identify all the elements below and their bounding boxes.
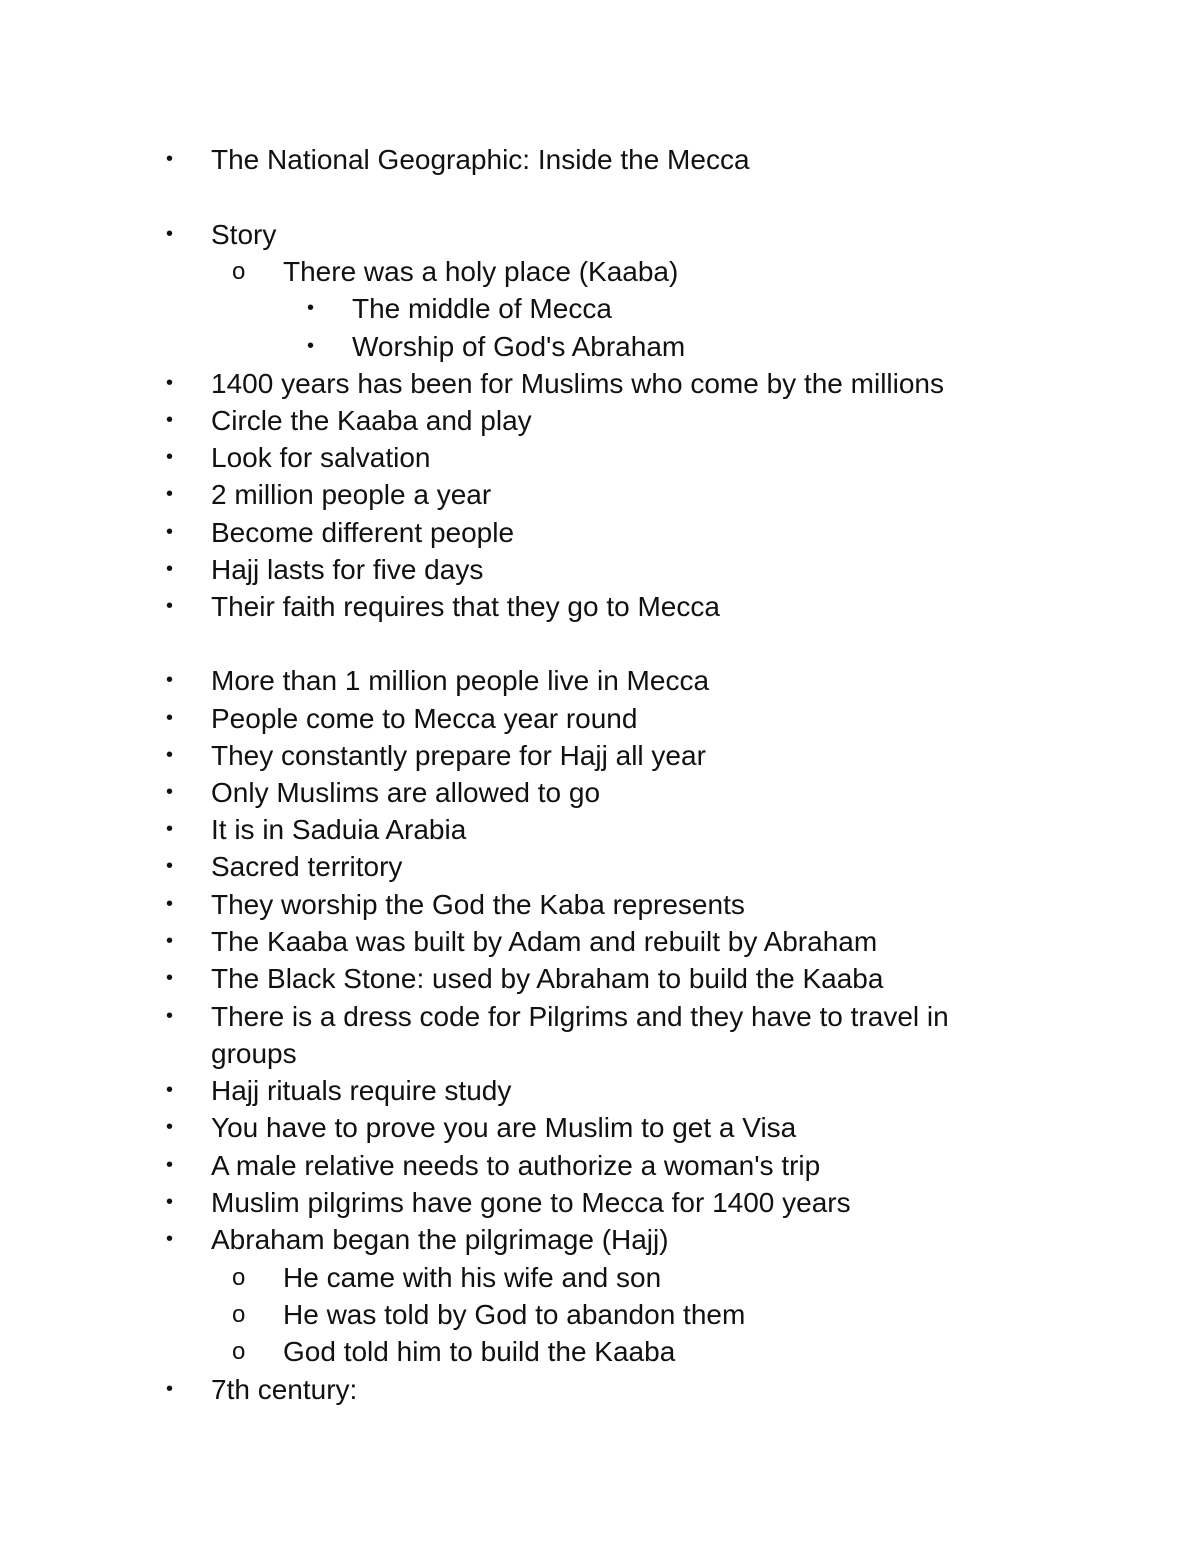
bullet: • bbox=[166, 930, 174, 952]
bullet: • bbox=[166, 148, 174, 170]
list-item: Circle the Kaaba and play bbox=[211, 405, 532, 436]
bullet: • bbox=[166, 893, 174, 915]
list-item: You have to prove you are Muslim to get a Visa bbox=[211, 1112, 797, 1143]
bullet: • bbox=[166, 1005, 174, 1027]
list-item: They worship the God the Kaba represents bbox=[211, 889, 745, 920]
story-subitem: There was a holy place (Kaaba) bbox=[283, 256, 679, 287]
sub-bullet: o bbox=[232, 1301, 246, 1328]
notes-title: The National Geographic: Inside the Mecca bbox=[211, 144, 750, 175]
bullet: • bbox=[166, 669, 174, 691]
story-subsubitem: Worship of God's Abraham bbox=[352, 331, 686, 362]
bullet: • bbox=[166, 1154, 174, 1176]
list-item: A male relative needs to authorize a woman's trip bbox=[211, 1150, 821, 1181]
bullet: • bbox=[166, 409, 174, 431]
bullet: • bbox=[166, 967, 174, 989]
list-item: They constantly prepare for Hajj all year bbox=[211, 740, 706, 771]
bullet: • bbox=[166, 781, 174, 803]
bullet: • bbox=[166, 1191, 174, 1213]
bullet: • bbox=[166, 521, 174, 543]
bullet: • bbox=[166, 1116, 174, 1138]
list-item: Only Muslims are allowed to go bbox=[211, 777, 601, 808]
list-item: Abraham began the pilgrimage (Hajj) bbox=[211, 1224, 669, 1255]
sub-bullet: o bbox=[232, 1338, 246, 1365]
abraham-subitem: He came with his wife and son bbox=[283, 1262, 662, 1293]
bullet: • bbox=[166, 855, 174, 877]
bullet: • bbox=[166, 372, 174, 394]
bullet: • bbox=[166, 818, 174, 840]
list-item: Sacred territory bbox=[211, 851, 403, 882]
bullet: • bbox=[307, 297, 315, 319]
bullet: • bbox=[166, 1378, 174, 1400]
list-item: Muslim pilgrims have gone to Mecca for 1400 years bbox=[211, 1187, 851, 1218]
abraham-subitem: God told him to build the Kaaba bbox=[283, 1336, 676, 1367]
list-item: 1400 years has been for Muslims who come by the millions bbox=[211, 368, 945, 399]
story-subsubitem: The middle of Mecca bbox=[352, 293, 612, 324]
bullet: • bbox=[166, 1228, 174, 1250]
sub-bullet: o bbox=[232, 1264, 246, 1291]
bullet: • bbox=[307, 335, 315, 357]
list-item: Look for salvation bbox=[211, 442, 431, 473]
list-item: Their faith requires that they go to Mecca bbox=[211, 591, 720, 622]
list-item: 2 million people a year bbox=[211, 479, 492, 510]
bullet: • bbox=[166, 595, 174, 617]
list-item: Become different people bbox=[211, 517, 515, 548]
list-item: The Black Stone: used by Abraham to build the Kaaba bbox=[211, 963, 884, 994]
bullet: • bbox=[166, 483, 174, 505]
bullet: • bbox=[166, 558, 174, 580]
bullet: • bbox=[166, 744, 174, 766]
bullet: • bbox=[166, 446, 174, 468]
list-item: More than 1 million people live in Mecca bbox=[211, 665, 710, 696]
list-item: There is a dress code for Pilgrims and they have to travel in bbox=[211, 1001, 949, 1032]
list-item: People come to Mecca year round bbox=[211, 703, 638, 734]
abraham-subitem: He was told by God to abandon them bbox=[283, 1299, 746, 1330]
list-item: Hajj rituals require study bbox=[211, 1075, 512, 1106]
list-item: 7th century: bbox=[211, 1374, 358, 1405]
story-heading: Story bbox=[211, 219, 277, 250]
sub-bullet: o bbox=[232, 258, 246, 285]
bullet: • bbox=[166, 707, 174, 729]
list-item: Hajj lasts for five days bbox=[211, 554, 484, 585]
list-item: It is in Saduia Arabia bbox=[211, 814, 467, 845]
bullet: • bbox=[166, 223, 174, 245]
bullet: • bbox=[166, 1079, 174, 1101]
list-item-continuation: groups bbox=[211, 1038, 297, 1069]
list-item: The Kaaba was built by Adam and rebuilt by Abraham bbox=[211, 926, 878, 957]
